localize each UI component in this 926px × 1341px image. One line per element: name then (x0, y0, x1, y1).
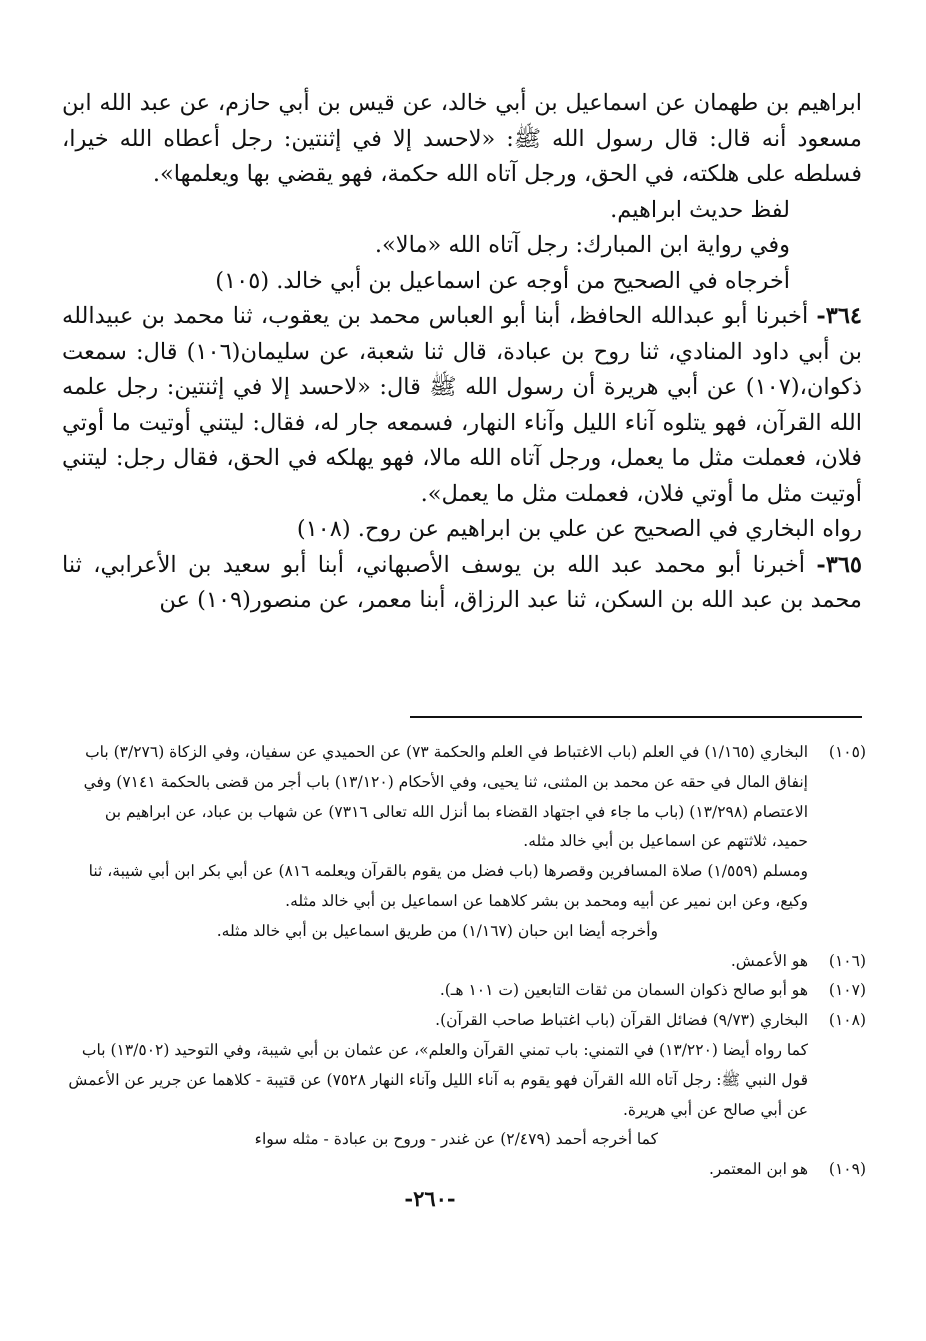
footnote-text: وأخرجه أيضا ابن حبان (١/١٦٧) من طريق اسماعيل بن أبي خالد مثله. (216, 921, 658, 940)
footnote-text: هو ابن المعتمر. (708, 1160, 808, 1179)
footnote-text: ومسلم (١/٥٥٩) صلاة المسافرين وقصرها (باب فضل من يقوم بالقرآن ويعلمه ٨١٦) عن أبي بكر ابن أبي شيبة، ثنا وكيع، وعن ابن نمير عن أبيه ومحمد بن بشر كلاهما عن اسماعيل بن أبي خالد مثله. (88, 862, 808, 910)
source-note: رواه البخاري في الصحيح عن علي بن ابراهيم عن روح. (١٠٨) (296, 516, 862, 542)
footnote-105 (66, 738, 866, 947)
footnote-marker: (١٠٧) (828, 981, 866, 1000)
wording-note: لفظ حديث ابراهيم. (610, 196, 790, 223)
page-number: -٢٦٠- (404, 1186, 456, 1211)
footnote-108 (66, 1006, 866, 1155)
hadith-text: أخبرنا أبو محمد عبد الله بن يوسف الأصبهاني، أبنا أبو سعيد بن الأعرابي، ثنا محمد بن عبد الله بن السكن، ثنا عبد الرزاق، أبنا معمر، عن منصور(١٠٩) عن (62, 551, 862, 613)
footnote-text: هو أبو صالح ذكوان السمان من ثقات التابعين (ت ١٠١ هـ). (439, 981, 808, 1000)
footnote-marker: (١٠٥) (828, 743, 866, 761)
hadith-364 (62, 299, 862, 512)
footnote-107 (66, 976, 866, 1006)
footnote-text: كما أخرجه أحمد (٢/٤٧٩) عن غندر - وروح بن عبادة - مثله سواء (254, 1130, 658, 1149)
footnote-separator (410, 716, 862, 718)
hadith-number: ٣٦٤- (816, 303, 862, 329)
footnote-marker: (١٠٩) (828, 1160, 866, 1179)
hadith-text: أخبرنا أبو عبدالله الحافظ، أبنا أبو العباس محمد بن يعقوب، ثنا محمد بن عبيدالله بن أبي داود المنادي، ثنا روح بن عبادة، قال ثنا شعبة، عن سليمان(١٠٦) قال: سمعت ذكوان،(١٠٧) عن أبي هريرة أن رسول الله ﷺ قال: «لاحسد إلا في إثنتين: رجل علمه الله القرآن، فهو يتلوه آناء الليل وآناء النهار، فسمعه جار له، فقال: ليتني أوتيت ما أوتي فلان، فعملت مثل ما يعمل، ورجل آتاه الله مالا، فهو يهلكه في الحق، فقال رجل: ليتني أوتيت مثل ما أوتي فلان، فعملت مثل ما يعمل». (62, 303, 862, 507)
footnote-109 (66, 1155, 866, 1185)
footnotes (66, 738, 866, 1185)
hadith-number: ٣٦٥- (816, 551, 863, 578)
footnote-marker: (١٠٦) (828, 951, 866, 970)
footnote-text: هو الأعمش. (730, 951, 808, 970)
hadith-365 (62, 548, 862, 619)
footnote-106 (66, 947, 866, 977)
hadith-363-continuation: ابراهيم بن طهمان عن اسماعيل بن أبي خالد، عن قيس بن أبي حازم، عن عبد الله ابن مسعود أنه قال: قال رسول الله ﷺ: «لاحسد إلا في إثنتين: رجل أعطاه الله خيرا، فسلطه على هلكته، في الحق، ورجل آتاه الله حكمة، فهو يقضي بها ويعلمها». (62, 90, 862, 187)
variant-note: وفي رواية ابن المبارك: رجل آتاه الله «مالا». (374, 232, 790, 258)
footnote-text: البخاري (٩/٧٣) فضائل القرآن (باب اغتباط صاحب القرآن). (435, 1011, 808, 1030)
source-note: أخرجاه في الصحيح من أوجه عن اسماعيل بن أبي خالد. (١٠٥) (215, 267, 790, 294)
footnote-text: البخاري (١/١٦٥) في العلم (باب الاغتباط في العلم والحكمة ٧٣) عن الحميدي عن سفيان، وفي الزكاة (٣/٢٧٦) باب إنفاق المال في حقه عن محمد بن المثنى، ثنا يحيى، وفي الأحكام (١٣/١٢٠) باب أجر من قضى بالحكمة ٧١٤١) وفي الاعتصام (١٣/٢٩٨) (باب ما جاء في اجتهاد القضاء بما أنزل الله تعالى ٧٣١٦) عن شهاب بن عباد، عن ابراهيم بن حميد، ثلاثتهم عن اسماعيل بن أبي خالد مثله. (83, 743, 808, 851)
footnote-text: كما رواه أيضا (١٣/٢٢٠) في التمني: باب تمني القرآن والعلم»، عن عثمان بن أبي شيبة، وفي التوحيد (١٣/٥٠٢) باب قول النبي ﷺ: رجل آتاه الله القرآن فهو يقوم به آناء الليل وآناء النهار ٧٥٢٨) عن قتيبة - كلاهما عن جرير عن الأعمش عن أبي صالح عن أبي هريرة. (68, 1040, 808, 1119)
footnote-marker: (١٠٨) (828, 1011, 866, 1030)
main-text (62, 86, 862, 619)
